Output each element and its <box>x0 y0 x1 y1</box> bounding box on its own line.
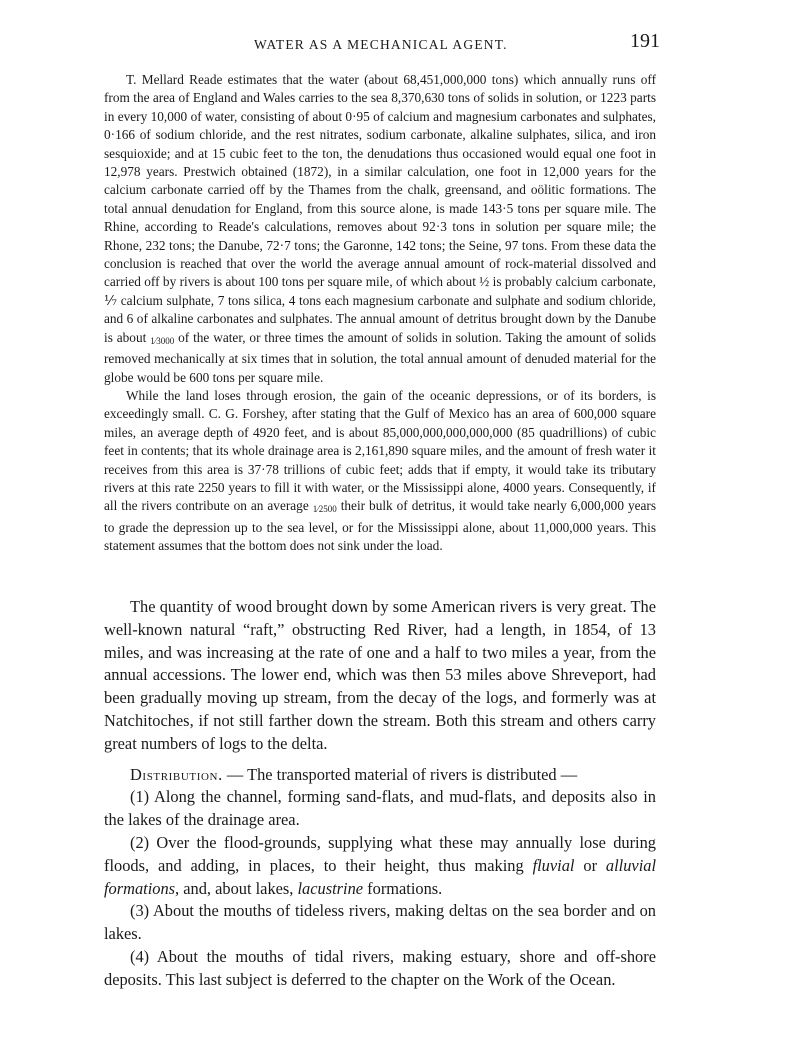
list-item-3: (3) About the mouths of tideless rivers, making deltas on the sea border and on lakes. <box>104 901 656 944</box>
text-run: formations. <box>363 878 443 898</box>
text-run: of the water, or three times the amount of solids in solution. Taking the amount of solids removed mechanically at six times that in solution, the total annual amount of denuded material for the globe would be 600 tons per square mile. <box>104 329 656 385</box>
text-run: calcium sulphate, 7 tons silica, 4 tons each magnesium carbonate and sulphate and sodium chloride, and 6 of alkaline carbonates and sulphates. The annual amount of detritus brought down by the Danube is about <box>104 292 657 345</box>
list-item-2 <box>104 832 656 900</box>
text-run: or <box>574 855 606 875</box>
paragraph-forshey-gulf <box>104 387 656 556</box>
italic-term: alluvial formations <box>104 855 656 898</box>
running-title: WATER AS A MECHANICAL AGENT. <box>254 37 508 52</box>
text-run: While the land loses through erosion, the gain of the oceanic depressions, or of its borders, is exceedingly small. C. G. Forshey, after stating that the Gulf of Mexico has an area of 600,000 square miles, an average depth of 4920 feet, and is about 85,000,000,000,000,000 (85 quadrillions) of cubic feet in contents; that its whole drainage area is 2,161,890 square miles, and the amount of fresh water it receives from this area is 37·78 trillions of cubic feet; adds that if empty, it would take its tributary rivers at this rate 2250 years to fill it with water, or the Mississippi alone, 4000 years. Consequently, if all the rivers contribute on an average <box>104 387 656 514</box>
list-item-1: (1) Along the channel, forming sand-flats, and mud-flats, and deposits also in the lakes of the drainage area. <box>104 787 656 830</box>
small-print-section <box>104 71 656 556</box>
italic-term: lacustrine <box>297 878 364 898</box>
page-number: 191 <box>630 30 660 52</box>
fraction: 1⁄3000 <box>150 335 175 346</box>
italic-term: fluvial <box>532 855 575 875</box>
text-run: T. Mellard Reade estimates that the water (about 68,451,000,000 tons) which annually runs off from the area of England and Wales carries to the sea 8,370,630 tons of solids in solution, or 1223 parts in every 10,000 of water, consisting of about 0·95 of calcium and magnesium carbonates and sulphates, 0·166 of sodium chloride, and the rest nitrates, sodium carbonate, alkaline sulphates, silica, and iron sesquioxide; and at 15 cubic feet to the ton, the denudations thus occasioned would equal one foot in 12,978 years. Prestwich obtained (1872), in a similar calculation, one foot in 12,000 years for the calcium carbonate carried off by the Thames from the chalk, greensand, and oölitic formations. The total annual denudation for England, from this source alone, is made 143·5 tons per square mile. The Rhine, according to Reade's calculations, removes about 92·3 tons in solution per square mile; the Rhone, 232 tons; the Danube, 72·7 tons; the Garonne, 142 tons; the Seine, 97 tons. From these data the conclusion is reached that over the world the average annual amount of rock-material dissolved and carried off by rivers is about 100 tons per square mile, of which about <box>104 72 656 290</box>
page-header <box>104 30 660 56</box>
main-text-section <box>104 596 656 992</box>
text-run: — The transported material of rivers is distributed — <box>222 764 578 784</box>
list-item-4: (4) About the mouths of tidal rivers, making estuary, shore and off-shore deposits. This last subject is deferred to the chapter on the Work of the Ocean. <box>104 946 656 989</box>
text-run: is probably calcium carbonate, <box>489 274 656 290</box>
text-run: their bulk of detritus, it would take nearly 6,000,000 years to grade the depression up to the sea level, or for the Mississippi alone, about 11,000,000 years. This statement assumes that the bottom does not sink under the load. <box>104 498 656 554</box>
fraction: 1⁄2500 <box>312 504 337 515</box>
fraction: ⅐ <box>104 292 118 308</box>
section-heading: Distribution. <box>130 764 223 784</box>
paragraph-reade-estimates <box>104 71 656 387</box>
text-run: (2) Over the flood-grounds, supplying what these may annually lose during floods, and adding, in places, to their height, thus making <box>104 832 656 875</box>
text-run: , and, about lakes, <box>175 878 298 898</box>
paragraph-wood-raft: The quantity of wood brought down by some American rivers is very great. The well-known natural “raft,” obstructing Red River, had a length, in 1854, of 13 miles, and was increasing at the rate of one and a half to two miles a year, from the annual accessions. The lower end, which was then 53 miles above Shreveport, had been gradually moving up stream, from the decay of the logs, and formerly was at Natchitoches, if not still farther down the stream. Both this stream and others carry great numbers of logs to the delta. <box>104 597 656 753</box>
paragraph-distribution <box>104 764 656 787</box>
fraction: ½ <box>479 274 490 290</box>
